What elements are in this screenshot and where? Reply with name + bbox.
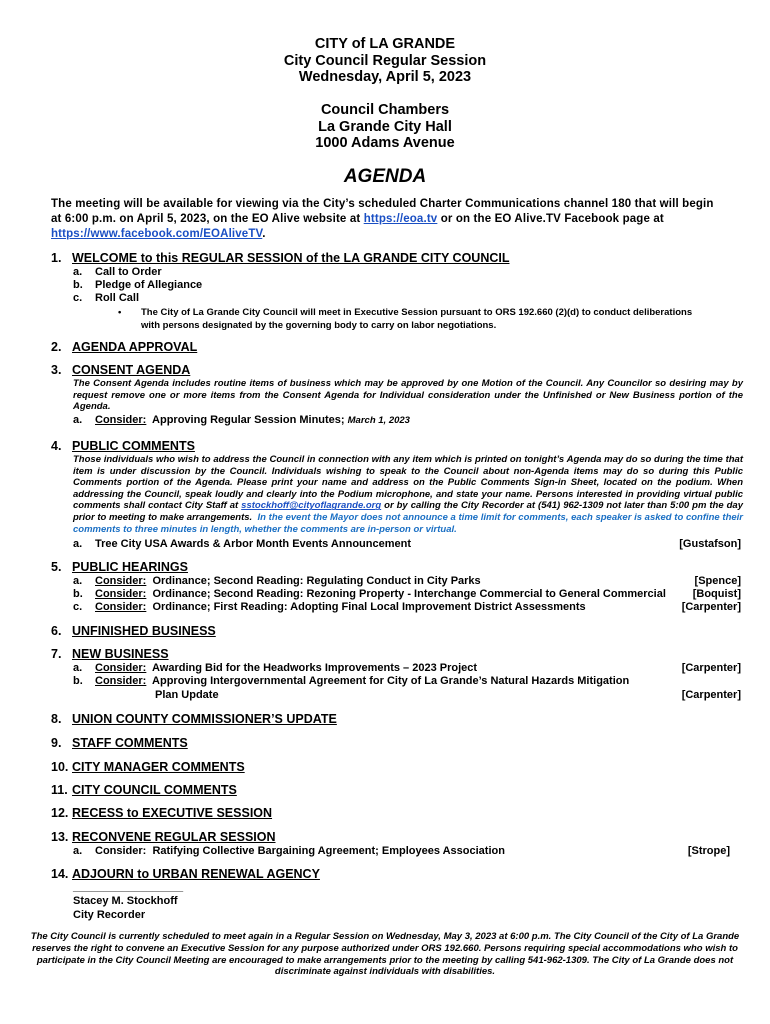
signature-name: Stacey M. Stockhoff: [73, 895, 178, 907]
item-letter: a.: [73, 845, 83, 857]
presenter: [Strope]: [687, 845, 730, 857]
s1-item-b: [73, 279, 203, 291]
item-text: Approving Regular Session Minutes;: [146, 414, 348, 426]
location-address: 1000 Adams Avenue: [315, 135, 455, 151]
intro-text-b: or on the EO Alive.TV Facebook page at: [437, 213, 664, 225]
s3-item-a: [73, 414, 410, 426]
item-letter: c.: [73, 292, 83, 304]
item-letter: a.: [73, 266, 83, 278]
consider-label: Consider:: [95, 601, 147, 613]
section-number: 5.: [51, 560, 62, 574]
section-title: NEW BUSINESS: [72, 647, 169, 661]
footer-notice: The City Council is currently scheduled to meet again in a Regular Session on Wednesday, May 3, 2023 at 6:00 p.m. The City Council of the City of La Grande reserves the right to convene an Executive Session for any purpose authorized under ORS 192.660. Persons requiring special accommodations who wish to participate in the City Council Meeting are encouraged to make arrangements prior to the meeting by calling 541-962-1309. The City of La Grande does not discriminate against individuals with disabilities.: [30, 931, 740, 978]
consent-description: The Consent Agenda includes routine items of business which may be approved by one Motion of the Council. Any Councilor so desiring may by request remove one or more items from the Consent Agenda for Individual consideration under the Unfinished or New Business portion of the Agenda.: [73, 378, 743, 413]
section-number: 14.: [51, 867, 69, 881]
s1-bullet-text: [141, 307, 692, 332]
intro-paragraph: [51, 197, 721, 242]
section-title: ADJOURN to URBAN RENEWAL AGENCY: [72, 867, 320, 881]
section-title: UNION COUNTY COMMISSIONER’S UPDATE: [72, 712, 337, 726]
section-number: 1.: [51, 251, 62, 265]
section-title: WELCOME to this REGULAR SESSION of the LA GRANDE CITY COUNCIL: [72, 251, 510, 265]
bullet-icon: •: [118, 307, 122, 318]
minutes-date: March 1, 2023: [347, 415, 410, 426]
section-title: AGENDA APPROVAL: [72, 340, 198, 354]
consider-label: Consider:: [95, 662, 147, 674]
presenter: [Carpenter]: [681, 662, 741, 674]
section-title: CONSENT AGENDA: [72, 363, 191, 377]
session-name: City Council Regular Session: [283, 52, 487, 69]
consider-label: Consider:: [95, 575, 147, 587]
presenter: [Carpenter]: [681, 601, 741, 613]
section-title: RECESS to EXECUTIVE SESSION: [72, 806, 273, 820]
item-letter: a.: [73, 575, 83, 587]
consider-label: Consider:: [95, 588, 147, 600]
section-number: 6.: [51, 624, 62, 638]
item-letter: c.: [73, 601, 83, 613]
item-text: Consider: Ratifying Collective Bargaining Agreement; Employees Association: [95, 845, 505, 857]
section-number: 7.: [51, 647, 62, 661]
presenter: [Gustafson]: [679, 538, 741, 550]
section-number: 10.: [51, 760, 69, 774]
section-number: 8.: [51, 712, 62, 726]
s1-item-c: [73, 292, 140, 304]
presenter: [Boquist]: [692, 588, 741, 600]
s5-item-b: [73, 588, 666, 600]
s7-item-b: [73, 675, 630, 687]
presenter: [Carpenter]: [681, 689, 741, 701]
bullet-text-line1: The City of La Grande City Council will meet in Executive Session pursuant to ORS 192.660 (2)(d) to conduct deliberations: [141, 307, 693, 318]
section-number: 9.: [51, 736, 62, 750]
item-text: Call to Order: [95, 266, 162, 278]
email-link[interactable]: sstockhoff@cityoflagrande.org: [241, 500, 382, 512]
section-number: 4.: [51, 439, 62, 453]
s7-item-b-line2: Plan Update: [155, 689, 219, 701]
item-letter: a.: [73, 414, 83, 426]
item-letter: b.: [73, 588, 83, 600]
section-title: CITY COUNCIL COMMENTS: [72, 783, 237, 797]
consider-label: Consider:: [95, 675, 147, 687]
section-number: 13.: [51, 830, 69, 844]
section-number: 12.: [51, 806, 69, 820]
public-comments-description: [73, 454, 746, 535]
item-text: Tree City USA Awards & Arbor Month Events Announcement: [95, 538, 411, 550]
section-title: STAFF COMMENTS: [72, 736, 188, 750]
section-title: RECONVENE REGULAR SESSION: [72, 830, 276, 844]
signature-block: [73, 880, 183, 922]
item-text: Ordinance; First Reading: Adopting Final Local Improvement District Assessments: [146, 601, 586, 613]
section-title: CITY MANAGER COMMENTS: [72, 760, 245, 774]
item-text: Ordinance; Second Reading: Regulating Conduct in City Parks: [146, 575, 481, 587]
agenda-title: AGENDA: [343, 166, 427, 187]
location-room: Council Chambers: [320, 102, 450, 118]
signature-role: City Recorder: [73, 909, 146, 921]
comments-text-b: or by calling the City Recorder at (541) 962-1309 not later than 5:00 pm the day prior to meeting to make arrangements.: [73, 500, 746, 523]
section-title: PUBLIC COMMENTS: [72, 439, 195, 453]
section-title: PUBLIC HEARINGS: [72, 560, 188, 574]
section-number: 11.: [51, 783, 68, 797]
consider-label: Consider:: [95, 414, 147, 426]
item-text: Awarding Bid for the Headworks Improvements – 2023 Project: [146, 662, 478, 674]
s5-item-a: [73, 575, 481, 587]
section-number: 2.: [51, 340, 62, 354]
header-block: [0, 36, 770, 86]
s1-item-a: [73, 266, 162, 278]
item-letter: b.: [73, 675, 83, 687]
facebook-link[interactable]: https://www.facebook.com/EOAliveTV: [51, 228, 263, 240]
bullet-text-line2: with persons designated by the governing body to carry on labor negotiations.: [141, 319, 497, 331]
comments-text-a: Those individuals who wish to address the Council in connection with any item which is printed on tonight’s Agenda may do so during the time that item is under discussion by the Council. Individuals wishing to speak to the Council about non-Agenda items may do so during this Public Comments portion of the Agenda. Please print your name and address on the Public Comments Sign-in Sheet, located on the podium. When addressing the Council, speak loudly and clearly into the Podium microphone, and state your name. Persons interested in providing virtual public comments shall contact City Staff at: [73, 454, 743, 512]
intro-text-a: The meeting will be available for viewing via the City’s scheduled Charter Communications channel 180 that will begin at 6:00 p.m. on April 5, 2023, on the EO Alive website at: [51, 198, 714, 225]
comments-text-blue: In the event the Mayor does not announce a time limit for comments, each speaker is asked to confine their comments to three minutes in length, whether the comments are in-person or virtual.: [73, 511, 743, 535]
s1-bullet: [118, 307, 121, 318]
item-text: Pledge of Allegiance: [95, 279, 203, 291]
signature-line: __________________: [73, 881, 184, 893]
location-block: [0, 102, 770, 152]
location-building: La Grande City Hall: [318, 118, 452, 135]
presenter: [Spence]: [694, 575, 741, 587]
meeting-date: Wednesday, April 5, 2023: [298, 69, 472, 85]
item-text: Ordinance; Second Reading: Rezoning Property - Interchange Commercial to General Commercial: [146, 588, 666, 600]
item-text: Approving Intergovernmental Agreement for City of La Grande’s Natural Hazards Mitigation: [146, 675, 630, 687]
eoa-link[interactable]: https://eoa.tv: [363, 213, 438, 225]
s7-item-a: [73, 662, 478, 674]
item-letter: a.: [73, 662, 83, 674]
s13-item-a: [73, 845, 505, 857]
section-number: 3.: [51, 363, 62, 377]
item-letter: a.: [73, 538, 83, 550]
intro-text-c: .: [262, 228, 266, 240]
item-text: Roll Call: [95, 292, 140, 304]
city-name: CITY of LA GRANDE: [314, 36, 456, 52]
s4-item-a: [73, 538, 411, 550]
section-title: UNFINISHED BUSINESS: [72, 624, 216, 638]
item-letter: b.: [73, 279, 83, 291]
s5-item-c: [73, 601, 586, 613]
